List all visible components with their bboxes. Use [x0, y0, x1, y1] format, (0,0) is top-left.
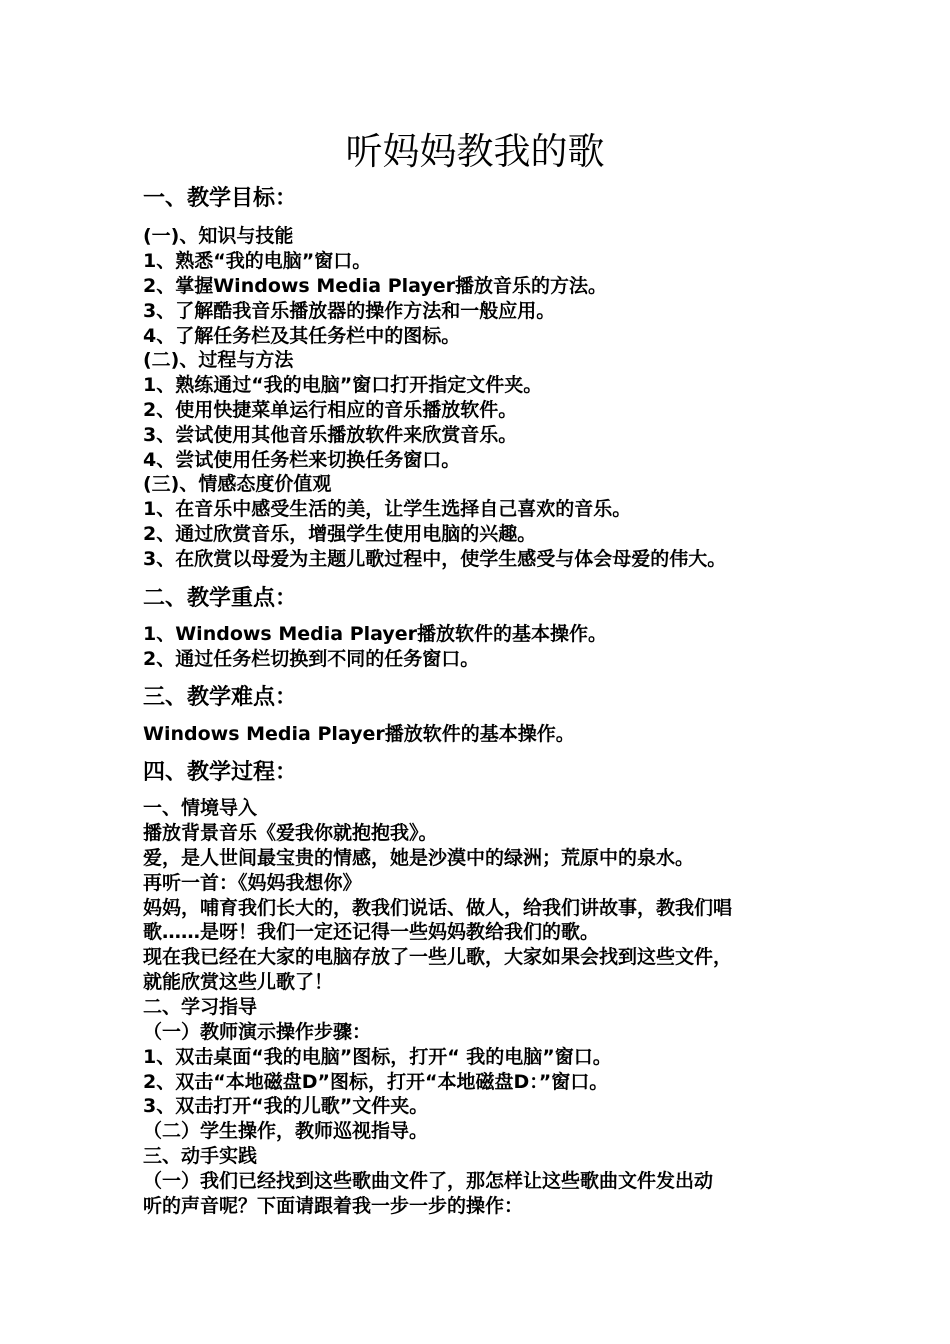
- list-item: 3、双击打开“我的儿歌”文件夹。: [143, 1095, 429, 1117]
- list-item: 3、尝试使用其他音乐播放软件来欣赏音乐。: [143, 424, 518, 446]
- section-heading-difficulties: 三、教学难点：: [143, 685, 298, 710]
- list-item: 1、Windows Media Player播放软件的基本操作。: [143, 623, 608, 645]
- paragraph-line: （一）教师演示操作步骤：: [143, 1021, 372, 1043]
- section-heading-key-points: 二、教学重点：: [143, 586, 298, 611]
- paragraph-line: （一）我们已经找到这些歌曲文件了，那怎样让这些歌曲文件发出动: [143, 1170, 714, 1192]
- list-item: 4、尝试使用任务栏来切换任务窗口。: [143, 449, 461, 471]
- list-item: 1、熟练通过“我的电脑”窗口打开指定文件夹。: [143, 374, 543, 396]
- section-heading-objectives: 一、教学目标：: [143, 186, 298, 211]
- paragraph-line: （二）学生操作，教师巡视指导。: [143, 1120, 429, 1142]
- list-item: 2、使用快捷菜单运行相应的音乐播放软件。: [143, 399, 518, 421]
- paragraph-line: 就能欣赏这些儿歌了！: [143, 971, 334, 993]
- paragraph-line: 再听一首：《妈妈我想你》: [143, 872, 362, 894]
- subheading-practice: 三、动手实践: [143, 1145, 258, 1167]
- subheading-learning-guide: 二、学习指导: [143, 996, 258, 1018]
- list-item: 1、在音乐中感受生活的美，让学生选择自己喜欢的音乐。: [143, 498, 632, 520]
- list-item: 2、通过欣赏音乐，增强学生使用电脑的兴趣。: [143, 523, 537, 545]
- list-item: 2、双击“本地磁盘D”图标，打开“本地磁盘D：”窗口。: [143, 1071, 609, 1093]
- list-item: 1、熟悉“我的电脑”窗口。: [143, 250, 372, 272]
- list-item: 1、双击桌面“我的电脑”图标，打开“ 我的电脑”窗口。: [143, 1046, 612, 1068]
- list-item: 2、通过任务栏切换到不同的任务窗口。: [143, 648, 480, 670]
- section-heading-process: 四、教学过程：: [143, 760, 298, 785]
- list-item: 4、了解任务栏及其任务栏中的图标。: [143, 325, 461, 347]
- paragraph-line: 歌……是呀！我们一定还记得一些妈妈教给我们的歌。: [143, 921, 600, 943]
- list-item: 3、了解酷我音乐播放器的操作方法和一般应用。: [143, 300, 556, 322]
- page-title: 听妈妈教我的歌: [345, 130, 605, 173]
- paragraph-line: 播放背景音乐《爱我你就抱抱我》。: [143, 822, 438, 844]
- paragraph-line: 听的声音呢？下面请跟着我一步一步的操作：: [143, 1195, 524, 1217]
- list-item: 3、在欣赏以母爱为主题儿歌过程中，使学生感受与体会母爱的伟大。: [143, 548, 727, 570]
- subheading-emotion-values: (三)、情感态度价值观: [143, 473, 332, 495]
- paragraph-line: 妈妈，哺育我们长大的，教我们说话、做人，给我们讲故事，教我们唱: [143, 897, 733, 919]
- subheading-knowledge-skills: (一)、知识与技能: [143, 225, 294, 247]
- list-item: Windows Media Player播放软件的基本操作。: [143, 723, 575, 745]
- list-item: 2、掌握Windows Media Player播放音乐的方法。: [143, 275, 608, 297]
- paragraph-line: 爱，是人世间最宝贵的情感，她是沙漠中的绿洲；荒原中的泉水。: [143, 847, 695, 869]
- subheading-situation-intro: 一、情境导入: [143, 797, 258, 819]
- subheading-process-methods: (二)、过程与方法: [143, 349, 294, 371]
- paragraph-line: 现在我已经在大家的电脑存放了一些儿歌，大家如果会找到这些文件，: [143, 946, 733, 968]
